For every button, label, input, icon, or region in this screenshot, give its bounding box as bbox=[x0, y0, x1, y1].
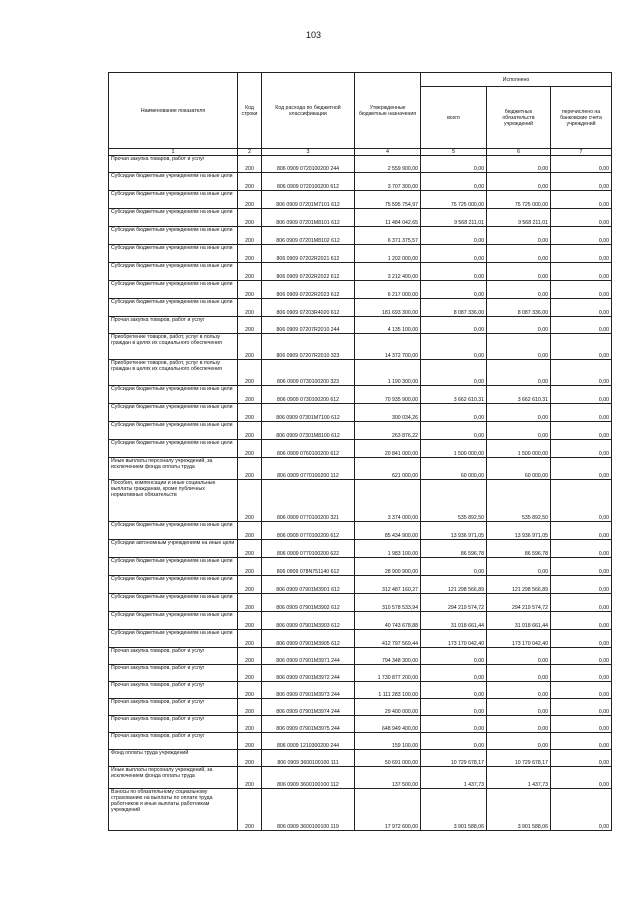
row-expense-code: 806 0909 07901M3905 612 bbox=[262, 630, 355, 648]
table-row bbox=[109, 682, 612, 699]
table-row bbox=[109, 209, 612, 227]
row-expense-code: 806 0909 07901M3972 244 bbox=[262, 665, 355, 682]
row-approved: 300 034,26 bbox=[355, 404, 421, 422]
table-row bbox=[109, 750, 612, 767]
row-transferred: 0,00 bbox=[551, 245, 612, 263]
table-row bbox=[109, 716, 612, 733]
row-expense-code: 806 0909 07202R2022 612 bbox=[262, 263, 355, 281]
row-total: 0,00 bbox=[421, 558, 487, 576]
row-name: Пособия, компенсации и иные социальные выплаты гражданам, кроме публичных нормативных обязательств bbox=[109, 480, 238, 522]
row-approved: 312 487 160,27 bbox=[355, 576, 421, 594]
row-line-code: 200 bbox=[238, 630, 262, 648]
row-total: 0,00 bbox=[421, 682, 487, 699]
row-obligations: 1 437,73 bbox=[487, 767, 551, 789]
row-transferred: 0,00 bbox=[551, 540, 612, 558]
table-row bbox=[109, 227, 612, 245]
row-expense-code: 806 0909 0770100200 321 bbox=[262, 480, 355, 522]
table-row bbox=[109, 245, 612, 263]
table-row bbox=[109, 767, 612, 789]
row-name: Субсидии бюджетным учреждениям на иные цели bbox=[109, 404, 238, 422]
row-approved: 75 595 754,97 bbox=[355, 191, 421, 209]
row-total: 9 568 211,01 bbox=[421, 209, 487, 227]
row-total: 121 298 566,89 bbox=[421, 576, 487, 594]
row-obligations: 10 729 678,17 bbox=[487, 750, 551, 767]
row-line-code: 200 bbox=[238, 612, 262, 630]
table-row bbox=[109, 422, 612, 440]
header-approved: Утвержденные бюджетные назначения bbox=[355, 73, 421, 149]
column-number: 3 bbox=[262, 149, 355, 156]
row-name: Субсидии бюджетным учреждениям на иные цели bbox=[109, 386, 238, 404]
row-line-code: 200 bbox=[238, 480, 262, 522]
table-body bbox=[109, 149, 612, 831]
header-name: Наименование показателя bbox=[109, 73, 238, 149]
table-row bbox=[109, 648, 612, 665]
row-total: 0,00 bbox=[421, 317, 487, 334]
row-total: 0,00 bbox=[421, 281, 487, 299]
row-obligations: 86 596,78 bbox=[487, 540, 551, 558]
row-obligations: 9 568 211,01 bbox=[487, 209, 551, 227]
row-expense-code: 806 0909 07901M3975 244 bbox=[262, 716, 355, 733]
row-expense-code: 806 0909 07202R2021 612 bbox=[262, 245, 355, 263]
row-obligations: 0,00 bbox=[487, 665, 551, 682]
row-obligations: 0,00 bbox=[487, 733, 551, 750]
row-line-code: 200 bbox=[238, 209, 262, 227]
row-obligations: 0,00 bbox=[487, 245, 551, 263]
row-line-code: 200 bbox=[238, 227, 262, 245]
row-total: 0,00 bbox=[421, 156, 487, 173]
row-obligations: 0,00 bbox=[487, 317, 551, 334]
row-obligations: 0,00 bbox=[487, 699, 551, 716]
row-transferred: 0,00 bbox=[551, 209, 612, 227]
table-header bbox=[109, 73, 612, 149]
row-transferred: 0,00 bbox=[551, 750, 612, 767]
row-name: Субсидии бюджетным учреждениям на иные цели bbox=[109, 227, 238, 245]
row-total: 0,00 bbox=[421, 227, 487, 245]
row-approved: 17 972 600,00 bbox=[355, 789, 421, 831]
row-total: 0,00 bbox=[421, 263, 487, 281]
table-row bbox=[109, 480, 612, 522]
column-number: 5 bbox=[421, 149, 487, 156]
table-row bbox=[109, 281, 612, 299]
row-total: 0,00 bbox=[421, 648, 487, 665]
table-row bbox=[109, 558, 612, 576]
row-expense-code: 806 0909 07901M3973 244 bbox=[262, 682, 355, 699]
table-row bbox=[109, 440, 612, 458]
row-name: Прочая закупка товаров, работ и услуг bbox=[109, 665, 238, 682]
header-line-code: Код строки bbox=[238, 73, 262, 149]
row-obligations: 3 901 588,06 bbox=[487, 789, 551, 831]
row-obligations: 3 662 610,31 bbox=[487, 386, 551, 404]
row-transferred: 0,00 bbox=[551, 716, 612, 733]
row-expense-code: 806 0909 07901M3974 244 bbox=[262, 699, 355, 716]
row-transferred: 0,00 bbox=[551, 156, 612, 173]
row-total: 0,00 bbox=[421, 733, 487, 750]
row-transferred: 0,00 bbox=[551, 767, 612, 789]
row-total: 0,00 bbox=[421, 716, 487, 733]
column-number: 1 bbox=[109, 149, 238, 156]
row-transferred: 0,00 bbox=[551, 522, 612, 540]
row-approved: 6 217 000,00 bbox=[355, 281, 421, 299]
row-obligations: 0,00 bbox=[487, 263, 551, 281]
row-approved: 20 841 000,00 bbox=[355, 440, 421, 458]
row-transferred: 0,00 bbox=[551, 227, 612, 245]
row-name: Взносы по обязательному социальному страхованию на выплаты по оплате труда работников и иные выплаты работникам учреждений bbox=[109, 789, 238, 831]
row-expense-code: 806 0909 0730100200 323 bbox=[262, 360, 355, 386]
row-approved: 28 900 900,00 bbox=[355, 558, 421, 576]
row-approved: 137 500,00 bbox=[355, 767, 421, 789]
row-transferred: 0,00 bbox=[551, 576, 612, 594]
row-name: Субсидии бюджетным учреждениям на иные цели bbox=[109, 558, 238, 576]
row-line-code: 200 bbox=[238, 281, 262, 299]
row-obligations: 0,00 bbox=[487, 558, 551, 576]
row-total: 294 219 574,72 bbox=[421, 594, 487, 612]
row-total: 10 729 678,17 bbox=[421, 750, 487, 767]
row-name: Субсидии бюджетным учреждениям на иные цели bbox=[109, 281, 238, 299]
column-number: 4 bbox=[355, 149, 421, 156]
row-approved: 50 691 000,00 bbox=[355, 750, 421, 767]
header-executed: Исполнено bbox=[421, 73, 612, 87]
row-name: Иные выплаты персоналу учреждений, за исключением фонда оплаты труда bbox=[109, 767, 238, 789]
row-expense-code: 806 0909 07201M8102 612 bbox=[262, 227, 355, 245]
row-approved: 648 949 400,00 bbox=[355, 716, 421, 733]
row-name: Субсидии бюджетным учреждениям на иные цели bbox=[109, 594, 238, 612]
row-name: Субсидии бюджетным учреждениям на иные цели bbox=[109, 612, 238, 630]
row-total: 0,00 bbox=[421, 422, 487, 440]
row-line-code: 200 bbox=[238, 522, 262, 540]
row-approved: 3 212 400,00 bbox=[355, 263, 421, 281]
row-approved: 159 100,00 bbox=[355, 733, 421, 750]
row-obligations: 535 892,50 bbox=[487, 480, 551, 522]
table-row bbox=[109, 594, 612, 612]
row-line-code: 200 bbox=[238, 558, 262, 576]
table-row bbox=[109, 522, 612, 540]
row-expense-code: 806 0909 07301M8100 612 bbox=[262, 422, 355, 440]
header-budget-institutions: бюджетных обязательств учреждений bbox=[487, 87, 551, 149]
row-approved: 6 371 375,57 bbox=[355, 227, 421, 245]
row-line-code: 200 bbox=[238, 245, 262, 263]
row-line-code: 200 bbox=[238, 594, 262, 612]
row-transferred: 0,00 bbox=[551, 281, 612, 299]
row-obligations: 0,00 bbox=[487, 156, 551, 173]
row-expense-code: 806 0909 0720100200 612 bbox=[262, 173, 355, 191]
table-row bbox=[109, 665, 612, 682]
row-transferred: 0,00 bbox=[551, 334, 612, 360]
row-transferred: 0,00 bbox=[551, 733, 612, 750]
row-transferred: 0,00 bbox=[551, 612, 612, 630]
table-row bbox=[109, 630, 612, 648]
row-approved: 14 372 700,00 bbox=[355, 334, 421, 360]
table-row bbox=[109, 360, 612, 386]
row-approved: 263 876,22 bbox=[355, 422, 421, 440]
row-name: Субсидии бюджетным учреждениям на иные цели bbox=[109, 440, 238, 458]
row-approved: 4 135 100,00 bbox=[355, 317, 421, 334]
row-name: Прочая закупка товаров, работ и услуг bbox=[109, 317, 238, 334]
row-transferred: 0,00 bbox=[551, 648, 612, 665]
row-approved: 11 484 042,65 bbox=[355, 209, 421, 227]
table-row bbox=[109, 576, 612, 594]
row-expense-code: 806 0909 07901M3971 244 bbox=[262, 648, 355, 665]
row-obligations: 121 298 566,89 bbox=[487, 576, 551, 594]
row-total: 3 662 610,31 bbox=[421, 386, 487, 404]
row-approved: 70 935 900,00 bbox=[355, 386, 421, 404]
row-expense-code: 806 0909 0720100200 244 bbox=[262, 156, 355, 173]
row-transferred: 0,00 bbox=[551, 458, 612, 480]
row-line-code: 200 bbox=[238, 404, 262, 422]
row-obligations: 0,00 bbox=[487, 422, 551, 440]
table-row bbox=[109, 156, 612, 173]
row-name: Субсидии бюджетным учреждениям на иные цели bbox=[109, 245, 238, 263]
row-transferred: 0,00 bbox=[551, 558, 612, 576]
row-expense-code: 806 0909 07207R2010 244 bbox=[262, 317, 355, 334]
row-name: Приобретение товаров, работ, услуг в пользу граждан в целях их социального обеспечения bbox=[109, 334, 238, 360]
row-line-code: 200 bbox=[238, 767, 262, 789]
row-name: Приобретение товаров, работ, услуг в пользу граждан в целях их социального обеспечения bbox=[109, 360, 238, 386]
row-approved: 3 707 300,00 bbox=[355, 173, 421, 191]
row-line-code: 200 bbox=[238, 422, 262, 440]
table-row bbox=[109, 699, 612, 716]
row-name: Прочая закупка товаров, работ и услуг bbox=[109, 699, 238, 716]
row-approved: 2 559 900,00 bbox=[355, 156, 421, 173]
table-row bbox=[109, 612, 612, 630]
row-approved: 621 000,00 bbox=[355, 458, 421, 480]
table-row bbox=[109, 173, 612, 191]
row-name: Субсидии бюджетным учреждениям на иные цели bbox=[109, 630, 238, 648]
row-transferred: 0,00 bbox=[551, 173, 612, 191]
table-row bbox=[109, 458, 612, 480]
row-total: 0,00 bbox=[421, 173, 487, 191]
row-total: 1 500 000,00 bbox=[421, 440, 487, 458]
column-number: 6 bbox=[487, 149, 551, 156]
row-approved: 29 400 000,00 bbox=[355, 699, 421, 716]
row-approved: 181 693 300,00 bbox=[355, 299, 421, 317]
row-expense-code: 806 0909 07202R2023 612 bbox=[262, 281, 355, 299]
row-name: Субсидии бюджетным учреждениям на иные цели bbox=[109, 299, 238, 317]
row-name: Прочая закупка товаров, работ и услуг bbox=[109, 648, 238, 665]
row-name: Фонд оплаты труда учреждений bbox=[109, 750, 238, 767]
row-line-code: 200 bbox=[238, 263, 262, 281]
row-obligations: 31 018 661,44 bbox=[487, 612, 551, 630]
row-line-code: 200 bbox=[238, 458, 262, 480]
row-name: Субсидии бюджетным учреждениям на иные цели bbox=[109, 209, 238, 227]
column-numbers-row bbox=[109, 149, 612, 156]
row-obligations: 75 725 000,00 bbox=[487, 191, 551, 209]
row-obligations: 0,00 bbox=[487, 404, 551, 422]
row-approved: 310 578 533,94 bbox=[355, 594, 421, 612]
row-transferred: 0,00 bbox=[551, 480, 612, 522]
row-line-code: 200 bbox=[238, 576, 262, 594]
row-approved: 40 743 678,88 bbox=[355, 612, 421, 630]
row-name: Субсидии бюджетным учреждениям на иные цели bbox=[109, 576, 238, 594]
row-obligations: 13 936 971,05 bbox=[487, 522, 551, 540]
row-expense-code: 806 0909 07201M8101 612 bbox=[262, 209, 355, 227]
row-total: 86 596,78 bbox=[421, 540, 487, 558]
row-line-code: 200 bbox=[238, 191, 262, 209]
row-line-code: 200 bbox=[238, 665, 262, 682]
row-line-code: 200 bbox=[238, 156, 262, 173]
row-name: Субсидии автономным учреждениям на иные цели bbox=[109, 540, 238, 558]
row-transferred: 0,00 bbox=[551, 263, 612, 281]
row-line-code: 200 bbox=[238, 789, 262, 831]
row-expense-code: 806 0909 0770100200 612 bbox=[262, 522, 355, 540]
row-obligations: 0,00 bbox=[487, 682, 551, 699]
row-name: Прочая закупка товаров, работ и услуг bbox=[109, 733, 238, 750]
row-approved: 1 111 283 100,00 bbox=[355, 682, 421, 699]
table-row bbox=[109, 263, 612, 281]
budget-execution-table bbox=[108, 72, 612, 831]
row-obligations: 0,00 bbox=[487, 334, 551, 360]
row-total: 0,00 bbox=[421, 245, 487, 263]
row-expense-code: 806 0909 07901M3903 612 bbox=[262, 612, 355, 630]
row-expense-code: 806 0909 0730100200 612 bbox=[262, 386, 355, 404]
row-name: Прочая закупка товаров, работ и услуг bbox=[109, 716, 238, 733]
row-expense-code: 806 0909 0770100200 622 bbox=[262, 540, 355, 558]
row-transferred: 0,00 bbox=[551, 299, 612, 317]
row-obligations: 0,00 bbox=[487, 227, 551, 245]
page-number: 103 bbox=[305, 30, 322, 40]
row-approved: 794 348 300,00 bbox=[355, 648, 421, 665]
row-total: 75 725 000,00 bbox=[421, 191, 487, 209]
row-line-code: 200 bbox=[238, 682, 262, 699]
row-obligations: 60 000,00 bbox=[487, 458, 551, 480]
row-line-code: 200 bbox=[238, 386, 262, 404]
table-row bbox=[109, 733, 612, 750]
row-name: Прочая закупка товаров, работ и услуг bbox=[109, 682, 238, 699]
header-bank-accounts: перечислено на банковские счета учреждений bbox=[551, 87, 612, 149]
row-line-code: 200 bbox=[238, 360, 262, 386]
row-expense-code: 806 0909 07901M3902 612 bbox=[262, 594, 355, 612]
row-approved: 1 730 877 200,00 bbox=[355, 665, 421, 682]
row-obligations: 173 170 042,40 bbox=[487, 630, 551, 648]
row-name: Субсидии бюджетным учреждениям на иные цели bbox=[109, 191, 238, 209]
row-name: Субсидии бюджетным учреждениям на иные цели bbox=[109, 263, 238, 281]
row-line-code: 200 bbox=[238, 733, 262, 750]
row-line-code: 200 bbox=[238, 648, 262, 665]
row-name: Субсидии бюджетным учреждениям на иные цели bbox=[109, 522, 238, 540]
row-obligations: 0,00 bbox=[487, 173, 551, 191]
table-row bbox=[109, 299, 612, 317]
row-total: 1 437,73 bbox=[421, 767, 487, 789]
row-total: 535 892,50 bbox=[421, 480, 487, 522]
row-transferred: 0,00 bbox=[551, 630, 612, 648]
row-obligations: 0,00 bbox=[487, 281, 551, 299]
row-transferred: 0,00 bbox=[551, 440, 612, 458]
row-transferred: 0,00 bbox=[551, 682, 612, 699]
table-row bbox=[109, 789, 612, 831]
row-transferred: 0,00 bbox=[551, 386, 612, 404]
row-line-code: 200 bbox=[238, 334, 262, 360]
row-transferred: 0,00 bbox=[551, 404, 612, 422]
row-name: Иные выплаты персоналу учреждений, за исключением фонда оплаты труда bbox=[109, 458, 238, 480]
row-approved: 1 190 300,00 bbox=[355, 360, 421, 386]
row-transferred: 0,00 bbox=[551, 665, 612, 682]
row-total: 0,00 bbox=[421, 404, 487, 422]
row-total: 13 936 971,05 bbox=[421, 522, 487, 540]
row-transferred: 0,00 bbox=[551, 317, 612, 334]
row-total: 0,00 bbox=[421, 334, 487, 360]
row-expense-code: 806 0909 3600100100 112 bbox=[262, 767, 355, 789]
row-line-code: 200 bbox=[238, 173, 262, 191]
row-obligations: 0,00 bbox=[487, 360, 551, 386]
table-row bbox=[109, 386, 612, 404]
row-expense-code: 806 0909 3600100100 119 bbox=[262, 789, 355, 831]
table-row bbox=[109, 540, 612, 558]
column-number: 2 bbox=[238, 149, 262, 156]
row-total: 0,00 bbox=[421, 699, 487, 716]
row-expense-code: 806 0909 0760100200 612 bbox=[262, 440, 355, 458]
row-name: Прочая закупка товаров, работ и услуг bbox=[109, 156, 238, 173]
row-total: 8 087 336,00 bbox=[421, 299, 487, 317]
row-approved: 412 797 569,44 bbox=[355, 630, 421, 648]
row-transferred: 0,00 bbox=[551, 699, 612, 716]
row-expense-code: 806 0909 07301M7100 612 bbox=[262, 404, 355, 422]
row-approved: 85 434 900,00 bbox=[355, 522, 421, 540]
row-line-code: 200 bbox=[238, 317, 262, 334]
row-expense-code: 806 0909 07201M7101 612 bbox=[262, 191, 355, 209]
row-transferred: 0,00 bbox=[551, 789, 612, 831]
row-total: 173 170 042,40 bbox=[421, 630, 487, 648]
row-total: 3 901 588,06 bbox=[421, 789, 487, 831]
table-row bbox=[109, 334, 612, 360]
row-total: 31 018 661,44 bbox=[421, 612, 487, 630]
row-approved: 3 374 000,00 bbox=[355, 480, 421, 522]
row-line-code: 200 bbox=[238, 299, 262, 317]
row-total: 0,00 bbox=[421, 665, 487, 682]
row-obligations: 294 219 574,72 bbox=[487, 594, 551, 612]
row-expense-code: 806 0909 1210300200 244 bbox=[262, 733, 355, 750]
row-line-code: 200 bbox=[238, 440, 262, 458]
row-expense-code: 806 0909 0770100200 112 bbox=[262, 458, 355, 480]
table-row bbox=[109, 317, 612, 334]
row-obligations: 1 500 000,00 bbox=[487, 440, 551, 458]
column-number: 7 bbox=[551, 149, 612, 156]
row-expense-code: 806 0909 07207R2010 323 bbox=[262, 334, 355, 360]
table-row bbox=[109, 191, 612, 209]
row-name: Субсидии бюджетным учреждениям на иные цели bbox=[109, 173, 238, 191]
header-total: всего bbox=[421, 87, 487, 149]
row-total: 60 000,00 bbox=[421, 458, 487, 480]
row-obligations: 0,00 bbox=[487, 716, 551, 733]
row-line-code: 200 bbox=[238, 699, 262, 716]
row-name: Субсидии бюджетным учреждениям на иные цели bbox=[109, 422, 238, 440]
row-line-code: 200 bbox=[238, 750, 262, 767]
table-row bbox=[109, 404, 612, 422]
row-transferred: 0,00 bbox=[551, 191, 612, 209]
row-total: 0,00 bbox=[421, 360, 487, 386]
row-expense-code: 806 0909 07203R4020 612 bbox=[262, 299, 355, 317]
row-line-code: 200 bbox=[238, 540, 262, 558]
row-expense-code: 806 0909 07901M3901 612 bbox=[262, 576, 355, 594]
row-transferred: 0,00 bbox=[551, 422, 612, 440]
row-transferred: 0,00 bbox=[551, 360, 612, 386]
row-obligations: 0,00 bbox=[487, 648, 551, 665]
row-line-code: 200 bbox=[238, 716, 262, 733]
header-expense-code: Код расхода по бюджетной классификации bbox=[262, 73, 355, 149]
row-obligations: 8 087 336,00 bbox=[487, 299, 551, 317]
row-transferred: 0,00 bbox=[551, 594, 612, 612]
row-expense-code: 806 0909 3600100100 111 bbox=[262, 750, 355, 767]
row-expense-code: 806 0909 078N751140 612 bbox=[262, 558, 355, 576]
row-approved: 1 983 100,00 bbox=[355, 540, 421, 558]
row-approved: 1 202 000,00 bbox=[355, 245, 421, 263]
